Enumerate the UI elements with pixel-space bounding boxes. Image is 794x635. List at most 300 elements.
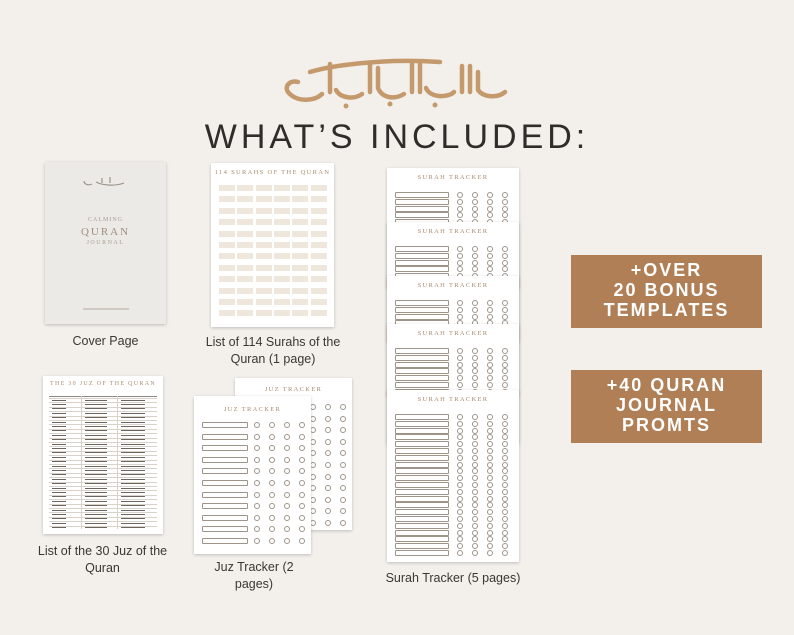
- surah-cell: [311, 265, 327, 271]
- tracker-check-circle: [502, 502, 508, 508]
- prompts-badge-line3: PROMTS: [621, 415, 711, 435]
- juz-table-cell: [121, 444, 145, 445]
- surah-cell: [311, 276, 327, 282]
- surah-cell: [292, 310, 308, 316]
- tracker-check-circle: [487, 434, 493, 440]
- juz-table-cell: [85, 492, 107, 493]
- tracker-check-circle: [457, 516, 463, 522]
- tracker-check-circle: [502, 368, 508, 374]
- surah-cell: [219, 288, 235, 294]
- tracker-check-circle: [284, 515, 290, 521]
- tracker-name-box: [395, 482, 449, 488]
- tracker-check-circle: [487, 246, 493, 252]
- surah-cell: [219, 185, 235, 191]
- tracker-check-circle: [457, 362, 463, 368]
- tracker-check-circle: [472, 421, 478, 427]
- surah-tracker-heading-1: SURAH TRACKER: [417, 174, 489, 181]
- surah-cell: [274, 242, 290, 248]
- tracker-check-circle: [457, 462, 463, 468]
- surah-cell: [311, 299, 327, 305]
- surah-cell: [219, 231, 235, 237]
- juz-table-cell: [52, 479, 66, 480]
- tracker-check-circle: [472, 550, 478, 556]
- tracker-check-circle: [254, 515, 260, 521]
- surah-cell: [256, 242, 272, 248]
- juz-table-cell: [52, 505, 66, 506]
- tracker-check-circle: [472, 300, 478, 306]
- tracker-check-circle: [457, 489, 463, 495]
- tracker-name-box: [395, 502, 449, 508]
- tracker-check-circle: [254, 422, 260, 428]
- surah-cell: [237, 196, 253, 202]
- juz-table-cell: [85, 422, 107, 423]
- tracker-check-circle: [284, 492, 290, 498]
- tracker-check-circle: [269, 526, 275, 532]
- tracker-name-box: [395, 348, 449, 354]
- juz-table-cell: [52, 435, 66, 436]
- tracker-check-circle: [457, 475, 463, 481]
- tracker-check-circle: [472, 199, 478, 205]
- tracker-check-circle: [502, 307, 508, 313]
- tracker-check-circle: [487, 502, 493, 508]
- surah-list-caption-line1: List of 114 Surahs of the: [205, 335, 341, 349]
- juz-table-cell: [85, 413, 107, 414]
- prompts-badge-line2: JOURNAL: [615, 395, 717, 415]
- tracker-name-box: [395, 462, 449, 468]
- tracker-name-box: [395, 489, 449, 495]
- tracker-check-circle: [457, 468, 463, 474]
- tracker-check-circle: [340, 450, 346, 456]
- tracker-check-circle: [487, 382, 493, 388]
- tracker-check-circle: [457, 421, 463, 427]
- surah-cell: [311, 242, 327, 248]
- juz-table-cell: [52, 510, 66, 511]
- tracker-check-circle: [299, 492, 305, 498]
- surah-cell: [237, 276, 253, 282]
- surah-cell: [292, 265, 308, 271]
- tracker-check-circle: [457, 368, 463, 374]
- tracker-name-box: [202, 468, 248, 474]
- surah-cell: [292, 196, 308, 202]
- tracker-check-circle: [325, 450, 331, 456]
- bonus-templates-badge: [571, 255, 762, 328]
- tracker-check-circle: [487, 192, 493, 198]
- tracker-name-box: [395, 455, 449, 461]
- juz-table-cell: [52, 518, 66, 519]
- tracker-check-circle: [299, 526, 305, 532]
- tracker-check-circle: [299, 457, 305, 463]
- juz-table-cell: [85, 461, 107, 462]
- juz-table-cell: [52, 452, 66, 453]
- surah-list-preview: [211, 163, 334, 327]
- surah-cell: [274, 219, 290, 225]
- tracker-name-box: [202, 457, 248, 463]
- juz-table-cell: [121, 501, 145, 502]
- tracker-name-box: [395, 382, 449, 388]
- tracker-name-box: [202, 515, 248, 521]
- tracker-check-circle: [325, 508, 331, 514]
- tracker-check-circle: [254, 457, 260, 463]
- tracker-check-circle: [472, 382, 478, 388]
- tracker-check-circle: [472, 489, 478, 495]
- tracker-check-circle: [284, 503, 290, 509]
- juz-table-cell: [52, 483, 66, 484]
- juz-tracker-heading-1: JUZ TRACKER: [223, 406, 282, 413]
- juz-table-cell: [52, 461, 66, 462]
- tracker-check-circle: [487, 523, 493, 529]
- tracker-check-circle: [472, 475, 478, 481]
- tracker-check-circle: [457, 382, 463, 388]
- cover-caption: Cover Page: [72, 334, 139, 348]
- surah-cell: [237, 242, 253, 248]
- juz-table-cell: [85, 488, 107, 489]
- tracker-name-box: [202, 492, 248, 498]
- surah-tracker-heading-2: SURAH TRACKER: [417, 228, 489, 235]
- tracker-check-circle: [472, 496, 478, 502]
- juz-table-cell: [121, 457, 145, 458]
- tracker-name-box: [395, 530, 449, 536]
- juz-table-cell: [85, 404, 107, 405]
- tracker-check-circle: [472, 355, 478, 361]
- tracker-check-circle: [457, 300, 463, 306]
- tracker-check-circle: [487, 212, 493, 218]
- juz-table-cell: [121, 527, 145, 528]
- tracker-check-circle: [325, 416, 331, 422]
- tracker-check-circle: [472, 375, 478, 381]
- tracker-check-circle: [269, 445, 275, 451]
- tracker-check-circle: [487, 489, 493, 495]
- tracker-check-circle: [457, 455, 463, 461]
- juz-table-cell: [121, 435, 145, 436]
- cover-kicker: CALMING: [88, 217, 123, 223]
- tracker-check-circle: [457, 414, 463, 420]
- tracker-check-circle: [502, 246, 508, 252]
- tracker-check-circle: [457, 530, 463, 536]
- tracker-name-box: [395, 355, 449, 361]
- tracker-check-circle: [340, 404, 346, 410]
- tracker-check-circle: [254, 434, 260, 440]
- tracker-check-circle: [487, 509, 493, 515]
- tracker-name-box: [395, 523, 449, 529]
- tracker-check-circle: [472, 434, 478, 440]
- tracker-name-box: [395, 199, 449, 205]
- tracker-check-circle: [487, 448, 493, 454]
- tracker-check-circle: [487, 516, 493, 522]
- tracker-check-circle: [502, 314, 508, 320]
- tracker-check-circle: [472, 530, 478, 536]
- tracker-check-circle: [472, 516, 478, 522]
- tracker-check-circle: [472, 414, 478, 420]
- cover-title: QURAN: [80, 226, 131, 238]
- surah-cell: [256, 185, 272, 191]
- juz-table-cell: [85, 444, 107, 445]
- tracker-check-circle: [299, 515, 305, 521]
- juz-table-cell: [52, 488, 66, 489]
- juz-table-cell: [121, 430, 145, 431]
- tracker-check-circle: [284, 434, 290, 440]
- tracker-check-circle: [457, 550, 463, 556]
- juz-list-heading: THE 30 JUZ OF THE QURAN: [50, 381, 156, 387]
- juz-table-cell: [52, 466, 66, 467]
- tracker-check-circle: [457, 199, 463, 205]
- tracker-check-circle: [487, 260, 493, 266]
- tracker-name-box: [395, 468, 449, 474]
- tracker-check-circle: [472, 523, 478, 529]
- surah-cell: [292, 219, 308, 225]
- tracker-check-circle: [487, 368, 493, 374]
- tracker-check-circle: [269, 457, 275, 463]
- juz-table-cell: [85, 452, 107, 453]
- tracker-check-circle: [472, 260, 478, 266]
- surah-cell: [219, 242, 235, 248]
- tracker-check-circle: [269, 468, 275, 474]
- tracker-check-circle: [487, 253, 493, 259]
- tracker-check-circle: [457, 212, 463, 218]
- tracker-check-circle: [502, 462, 508, 468]
- tracker-name-box: [395, 368, 449, 374]
- tracker-check-circle: [254, 538, 260, 544]
- tracker-name-box: [395, 206, 449, 212]
- surah-cell: [219, 299, 235, 305]
- tracker-check-circle: [502, 536, 508, 542]
- juz-table-cell: [121, 496, 145, 497]
- surah-cell: [237, 208, 253, 214]
- juz-table-divider: [81, 396, 82, 529]
- surah-cell: [256, 253, 272, 259]
- juz-table-cell: [121, 479, 145, 480]
- surah-cell: [311, 310, 327, 316]
- tracker-check-circle: [472, 307, 478, 313]
- surah-cell: [274, 185, 290, 191]
- surah-cell: [219, 276, 235, 282]
- juz-table-cell: [52, 413, 66, 414]
- surah-list-caption-line2: Quran (1 page): [230, 352, 316, 366]
- tracker-check-circle: [457, 307, 463, 313]
- tracker-check-circle: [487, 206, 493, 212]
- cover-subtitle: JOURNAL: [86, 240, 125, 246]
- juz-table-divider: [117, 396, 118, 529]
- surah-cell: [219, 219, 235, 225]
- juz-table-cell: [85, 505, 107, 506]
- tracker-check-circle: [254, 526, 260, 532]
- tracker-check-circle: [472, 441, 478, 447]
- tracker-check-circle: [457, 266, 463, 272]
- tracker-check-circle: [502, 428, 508, 434]
- tracker-check-circle: [340, 485, 346, 491]
- juz-table-cell: [121, 404, 145, 405]
- surah-cell: [274, 310, 290, 316]
- surah-cell: [237, 265, 253, 271]
- tracker-check-circle: [487, 475, 493, 481]
- tracker-name-box: [395, 266, 449, 272]
- tracker-name-box: [395, 300, 449, 306]
- surah-cell: [219, 253, 235, 259]
- juz-table-cell: [85, 430, 107, 431]
- tracker-check-circle: [472, 536, 478, 542]
- tracker-name-box: [202, 503, 248, 509]
- tracker-check-circle: [472, 246, 478, 252]
- tracker-check-circle: [487, 348, 493, 354]
- juz-table-cell: [85, 523, 107, 524]
- juz-table-cell: [52, 448, 66, 449]
- juz-table-cell: [121, 461, 145, 462]
- surah-cell: [256, 196, 272, 202]
- tracker-check-circle: [457, 314, 463, 320]
- tracker-check-circle: [502, 348, 508, 354]
- surah-cell: [274, 299, 290, 305]
- tracker-check-circle: [254, 468, 260, 474]
- juz-table-cell: [121, 413, 145, 414]
- tracker-check-circle: [325, 427, 331, 433]
- tracker-check-circle: [487, 543, 493, 549]
- tracker-check-circle: [340, 520, 346, 526]
- tracker-check-circle: [502, 362, 508, 368]
- tracker-check-circle: [457, 502, 463, 508]
- surah-cell: [292, 276, 308, 282]
- surah-cell: [219, 208, 235, 214]
- tracker-check-circle: [502, 523, 508, 529]
- tracker-name-box: [202, 538, 248, 544]
- surah-cell: [292, 253, 308, 259]
- juz-table-cell: [121, 518, 145, 519]
- juz-table-cell: [121, 466, 145, 467]
- surah-cell: [274, 265, 290, 271]
- tracker-name-box: [202, 480, 248, 486]
- juz-tracker-page-1: [194, 396, 311, 554]
- tracker-name-box: [395, 212, 449, 218]
- tracker-check-circle: [487, 530, 493, 536]
- tracker-check-circle: [457, 348, 463, 354]
- tracker-check-circle: [340, 508, 346, 514]
- surah-cell: [311, 185, 327, 191]
- juz-tracker-caption: Juz Tracker (2 pages): [214, 560, 294, 591]
- tracker-check-circle: [472, 509, 478, 515]
- tracker-check-circle: [472, 448, 478, 454]
- juz-table-cell: [85, 417, 107, 418]
- bonus-badge-line2: 20 BONUS: [613, 280, 720, 300]
- tracker-check-circle: [457, 253, 463, 259]
- juz-table-cell: [85, 496, 107, 497]
- tracker-check-circle: [284, 445, 290, 451]
- surah-tracker-heading-3: SURAH TRACKER: [417, 282, 489, 289]
- tracker-check-circle: [457, 523, 463, 529]
- juz-table-cell: [121, 422, 145, 423]
- tracker-check-circle: [325, 439, 331, 445]
- tracker-check-circle: [457, 428, 463, 434]
- tracker-name-box: [395, 509, 449, 515]
- tracker-check-circle: [299, 468, 305, 474]
- surah-cell: [237, 253, 253, 259]
- tracker-check-circle: [502, 260, 508, 266]
- tracker-name-box: [395, 543, 449, 549]
- tracker-name-box: [202, 434, 248, 440]
- tracker-check-circle: [340, 462, 346, 468]
- tracker-check-circle: [269, 434, 275, 440]
- tracker-check-circle: [299, 445, 305, 451]
- juz-table-cell: [52, 417, 66, 418]
- juz-table-cell: [85, 470, 107, 471]
- tracker-check-circle: [487, 496, 493, 502]
- tracker-check-circle: [472, 212, 478, 218]
- surah-cell: [256, 299, 272, 305]
- juz-table-cell: [121, 474, 145, 475]
- tracker-check-circle: [299, 434, 305, 440]
- tracker-name-box: [395, 421, 449, 427]
- tracker-check-circle: [487, 375, 493, 381]
- juz-table-cell: [52, 404, 66, 405]
- tracker-check-circle: [284, 526, 290, 532]
- surah-cell: [292, 299, 308, 305]
- juz-table-cell: [85, 426, 107, 427]
- juz-table-cell: [85, 474, 107, 475]
- surah-list-heading: 114 SURAHS OF THE QURAN: [214, 169, 331, 176]
- tracker-check-circle: [325, 474, 331, 480]
- tracker-check-circle: [502, 468, 508, 474]
- juz-table-cell: [85, 466, 107, 467]
- tracker-check-circle: [457, 246, 463, 252]
- tracker-check-circle: [487, 355, 493, 361]
- tracker-check-circle: [472, 543, 478, 549]
- tracker-check-circle: [502, 206, 508, 212]
- surah-cell: [237, 310, 253, 316]
- juz-table-cell: [85, 518, 107, 519]
- tracker-check-circle: [472, 468, 478, 474]
- tracker-check-circle: [487, 468, 493, 474]
- tracker-check-circle: [487, 441, 493, 447]
- juz-list-caption: [20, 543, 185, 577]
- tracker-name-box: [395, 314, 449, 320]
- tracker-check-circle: [299, 538, 305, 544]
- juz-table-cell: [121, 488, 145, 489]
- tracker-check-circle: [457, 496, 463, 502]
- surah-cell: [256, 276, 272, 282]
- surah-cell: [256, 231, 272, 237]
- journal-prompts-badge: [571, 370, 762, 443]
- tracker-check-circle: [487, 536, 493, 542]
- juz-table-cell: [121, 523, 145, 524]
- juz-table-cell: [121, 400, 145, 401]
- surah-tracker-page-5: [387, 390, 519, 562]
- tracker-name-box: [395, 550, 449, 556]
- tracker-check-circle: [284, 422, 290, 428]
- tracker-name-box: [395, 428, 449, 434]
- surah-cell: [274, 196, 290, 202]
- tracker-check-circle: [299, 422, 305, 428]
- juz-table-cell: [52, 457, 66, 458]
- tracker-check-circle: [472, 455, 478, 461]
- tracker-check-circle: [487, 307, 493, 313]
- tracker-check-circle: [457, 355, 463, 361]
- juz-list-caption-line1: List of the 30 Juz of the: [37, 544, 168, 558]
- tracker-check-circle: [502, 530, 508, 536]
- tracker-name-box: [395, 192, 449, 198]
- tracker-check-circle: [472, 266, 478, 272]
- surah-cell: [274, 208, 290, 214]
- tracker-check-circle: [472, 462, 478, 468]
- juz-table-cell: [52, 523, 66, 524]
- tracker-check-circle: [502, 516, 508, 522]
- tracker-check-circle: [502, 550, 508, 556]
- tracker-check-circle: [472, 502, 478, 508]
- tracker-name-box: [202, 422, 248, 428]
- juz-tracker-heading-2: JUZ TRACKER: [264, 386, 323, 393]
- juz-table-cell: [52, 422, 66, 423]
- juz-table-cell: [85, 510, 107, 511]
- juz-table-cell: [52, 496, 66, 497]
- tracker-check-circle: [284, 468, 290, 474]
- tracker-check-circle: [472, 368, 478, 374]
- tracker-check-circle: [487, 314, 493, 320]
